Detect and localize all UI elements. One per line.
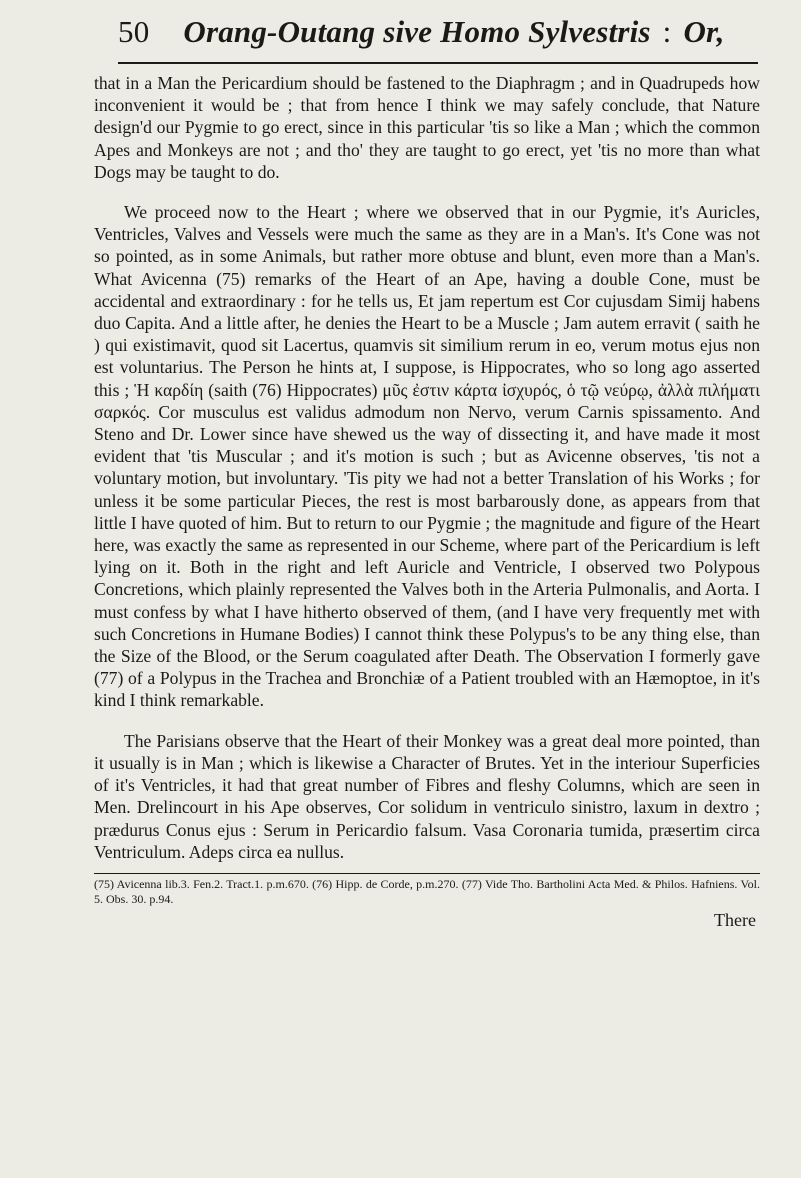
paragraph-3: The Parisians observe that the Heart of their Monkey was a great deal more pointed, than it usually is in Man ; which is likewise a Character of Brutes. Yet in the interiour Superficies of it's Ventricles, it had that great number of Fibres and fleshy Columns, which are seen in Men. Drelincourt in his Ape observes, Cor solidum in ventriculo sinistro, laxum in dextro ; prædurus Conus ejus : Serum in Pericardio falsum. Vasa Coronaria tumida, præsertim circa Ventriculum. Adeps circa ea nullus. bbox=[94, 730, 760, 862]
footnote-rule bbox=[94, 873, 760, 874]
catchword: There bbox=[714, 909, 756, 930]
header-separator: : bbox=[662, 14, 672, 49]
header-title-left: Orang-Outang bbox=[183, 14, 376, 49]
paragraph-2: We proceed now to the Heart ; where we observed that in our Pygmie, it's Auricles, Ventricles, Valves and Vessels were much the same as they are in a Man's. It's Cone was not so pointed, as in some Animals, but rather more obtuse and blunt, even more than a Man's. What Avicenna (75) remarks of the Heart of an Ape, having a double Cone, must be accidental and extraordinary : for he tells us, Et jam repertum est Cor cujusdam Simij habens duo Capita. And a little after, he denies the Heart to be a Muscle ; Jam autem erravit ( saith he ) qui existimavit, quod sit Lacertus, quamvis sit similium rerum in eo, verum motus ejus non est voluntarius. The Person he hints at, I suppose, is Hippocrates, who so long ago asserted this ; Ἡ καρδίη (saith (76) Hippocrates) μῦς ἐστιν κάρτα ἰσχυρός, ὁ τῷ νεύρῳ, ἀλλὰ πιλήματι σαρκός. Cor musculus est validus admodum non Nervo, verum Carnis spissamento. And Steno and Dr. Lower since have shewed us the way of dissecting it, and have made it most evident that 'tis Muscular ; and it's motion is such ; but as Avicenne observes, 'tis not a voluntary motion, but involuntary. 'Tis pity we had not a better Translation of his Works ; for unless it be some particular Pieces, the rest is most barbarously done, as appears from that little I have quoted of him. But to return to our Pygmie ; the magnitude and figure of the Heart here, was exactly the same as represented in our Scheme, where part of the Pericardium is left lying on it. Both in the right and left Auricle and Ventricle, I observed two Polypous Concretions, which plainly represented the Valves both in the Arteria Pulmonalis, and Aorta. I must confess by what I have hitherto observed of them, (and I have very frequently met with such Concretions in Humane Bodies) I cannot think these Polypus's to be any thing else, than the Size of the Blood, or the Serum coagulated after Death. The Observation I formerly gave (77) of a Polypus in the Trachea and Bronchiæ of a Patient troubled with an Hæmoptoe, in it's kind I think remarkable. bbox=[94, 202, 760, 711]
header-title-end: Or, bbox=[683, 14, 725, 49]
paragraph-1: that in a Man the Pericardium should be fastened to the Diaphragm ; and in Quadrupeds how inconvenient it would be ; that from hence I think we may safely conclude, that Nature design'd our Pygmie to go erect, since in this particular 'tis so like a Man ; which the common Apes and Monkeys are not ; and tho' they are taught to go erect, yet 'tis no more than what Dogs may be taught to do. bbox=[94, 73, 760, 182]
body-text bbox=[94, 72, 760, 931]
running-header bbox=[118, 14, 758, 64]
footnotes: (75) Avicenna lib.3. Fen.2. Tract.1. p.m.670. (76) Hipp. de Corde, p.m.270. (77) Vide Tho. Bartholini Acta Med. & Philos. Hafniens. Vol. 5. Obs. 30. p.94. bbox=[94, 876, 760, 906]
header-title-mid: sive Homo Sylvestris bbox=[383, 14, 651, 49]
page-number: 50 bbox=[118, 14, 150, 49]
